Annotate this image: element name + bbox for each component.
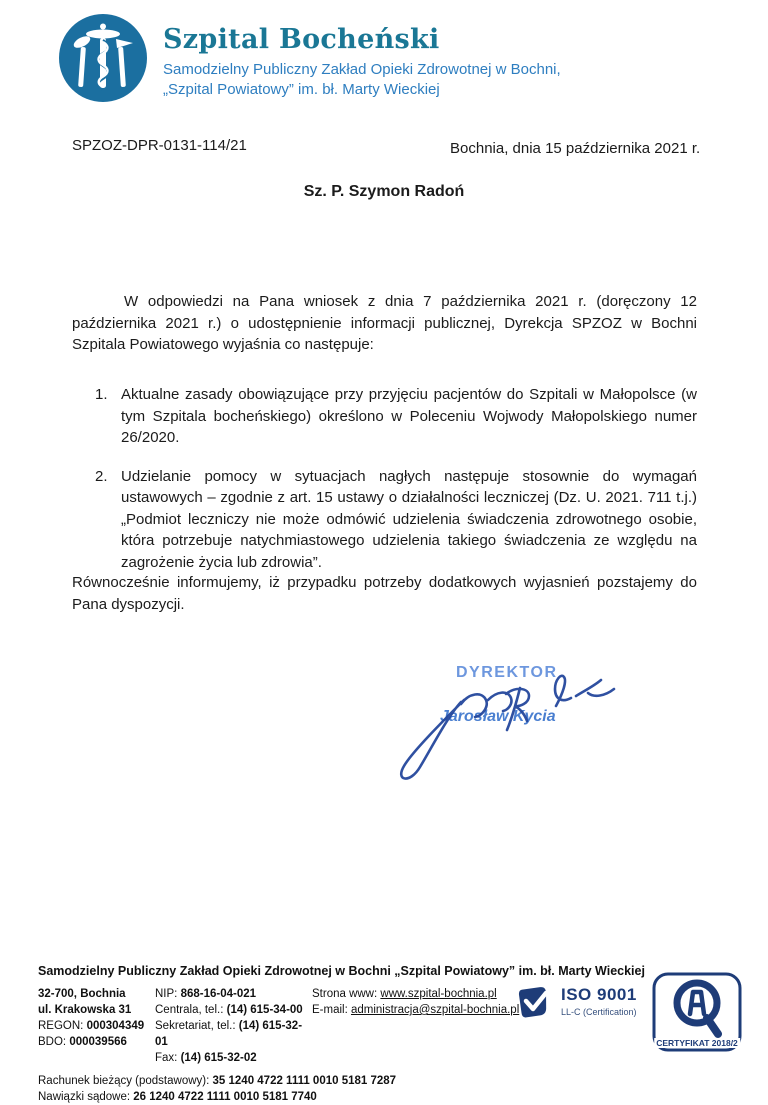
certificate-label: CERTYFIKAT 2018/2	[656, 1038, 738, 1048]
centrala-label: Centrala, tel.:	[155, 1004, 224, 1016]
iso-texts	[561, 984, 637, 1018]
footer-org-line: Samodzielny Publiczny Zakład Opieki Zdrowotnej w Bochni „Szpital Powiatowy” im. bł. Marty Wieckiej	[38, 964, 645, 978]
bank1-label: Rachunek bieżący (podstawowy):	[38, 1075, 210, 1087]
hospital-subtitle	[163, 60, 561, 100]
list-item-2-number: 2.	[95, 467, 108, 485]
list-item-1-number: 1.	[95, 386, 108, 403]
certificate-badge	[652, 972, 742, 1052]
footer-www	[312, 986, 538, 1002]
email-link[interactable]: administracja@szpital-bochnia.pl	[350, 1004, 520, 1016]
fax-label: Fax:	[155, 1052, 178, 1064]
list-item-1	[95, 384, 697, 449]
hospital-subtitle-line1: Samodzielny Publiczny Zakład Opieki Zdrowotnej w Bochni,	[163, 61, 561, 78]
signature-name-stamp: Jarosław Kycia	[440, 708, 556, 725]
footer-regon	[38, 1018, 155, 1034]
letterhead	[57, 12, 561, 104]
footer-web-column	[312, 986, 538, 1066]
footer-address-column	[38, 986, 155, 1066]
signature-block	[368, 648, 638, 793]
sekretariat-label: Sekretariat, tel.:	[155, 1020, 236, 1032]
regon-value: 000304349	[86, 1020, 145, 1032]
iso-9001-mark	[518, 984, 637, 1018]
iso-subtitle: LL-C (Certification)	[561, 1007, 637, 1017]
centrala-value: (14) 615-34-00	[226, 1004, 303, 1016]
footer-fax	[155, 1050, 312, 1066]
bank2-value: 26 1240 4722 1111 0010 5181 7740	[133, 1091, 317, 1103]
letterhead-text	[163, 12, 561, 104]
hospital-name: Szpital Bocheński	[163, 24, 440, 55]
fax-value: (14) 615-32-02	[180, 1052, 257, 1064]
footer-street: ul. Krakowska 31	[38, 1004, 132, 1016]
handwritten-signature	[368, 648, 638, 793]
bank-account-primary	[38, 1073, 738, 1089]
bdo-label: BDO:	[38, 1036, 67, 1048]
nip-label: NIP:	[155, 988, 178, 1000]
reference-number: SPZOZ-DPR-0131-114/21	[72, 137, 247, 154]
footer-city: 32-700, Bochnia	[38, 988, 126, 1000]
intro-paragraph: W odpowiedzi na Pana wniosek z dnia 7 października 2021 r. (doręczony 12 października 2021 r.) o udostępnienie informacji publicznej, Dyrekcja SPZOZ w Bochni Szpitala Powiatowego wyjaśnia co następuje:	[72, 293, 697, 353]
sekretariat-value: (14) 615-32-01	[155, 1020, 303, 1048]
bdo-value: 000039566	[69, 1036, 127, 1048]
footer-bank-lines	[38, 1073, 738, 1105]
regon-label: REGON:	[38, 1020, 84, 1032]
bank2-label: Nawiązki sądowe:	[38, 1091, 131, 1103]
footer-centrala	[155, 1002, 312, 1018]
list-item-2-text: Udzielanie pomocy w sytuacjach nagłych następuje stosownie do wymagań ustawowych – zgodnie z art. 15 ustawy o działalności leczniczej (Dz. U. 2021. 711 t.j.) „Podmiot leczniczy nie może odmówić udzielenia świadczenia zdrowotnego osobie, która potrzebuje natychmiastowego udzielenia takiego świadczenia ze względu na zagrożenie życia lub zdrowia”.	[121, 467, 697, 571]
iso-title: ISO 9001	[561, 985, 637, 1004]
www-label: Strona www:	[312, 988, 378, 1000]
footer-sekretariat	[155, 1018, 312, 1050]
email-label: E-mail:	[312, 1004, 348, 1016]
checkmark-icon	[518, 984, 552, 1018]
footer-bdo	[38, 1034, 155, 1050]
hospital-subtitle-line2: „Szpital Powiatowy” im. bł. Marty Wieckiej	[163, 81, 440, 98]
recipient-name: Sz. P. Szymon Radoń	[303, 183, 465, 200]
bank1-value: 35 1240 4722 1111 0010 5181 7287	[212, 1075, 397, 1087]
list-item-1-text: Aktualne zasady obowiązujące przy przyjęciu pacjentów do Szpitali w Małopolsce (w tym Szpitala bocheńskiego) określono w Poleceniu Wojwody Małopolskiego numer 26/2020.	[121, 386, 697, 446]
nip-value: 868-16-04-021	[180, 988, 257, 1000]
footer-email	[312, 1002, 538, 1018]
list-item-2	[95, 466, 697, 574]
date-line: Bochnia, dnia 15 października 2021 r.	[450, 140, 701, 157]
signature-role-stamp: DYREKTOR	[456, 664, 558, 681]
hospital-logo-icon	[57, 12, 149, 104]
website-link[interactable]: www.szpital-bochnia.pl	[380, 988, 497, 1000]
footer-contact-column	[155, 986, 312, 1066]
closing-paragraph: Równocześnie informujemy, iż przypadku potrzeby dodatkowych wyjasnień pozstajemy do Pana dyspozycji.	[72, 574, 697, 613]
footer-nip	[155, 986, 312, 1002]
bank-account-court	[38, 1089, 738, 1105]
numbered-list	[95, 384, 697, 590]
